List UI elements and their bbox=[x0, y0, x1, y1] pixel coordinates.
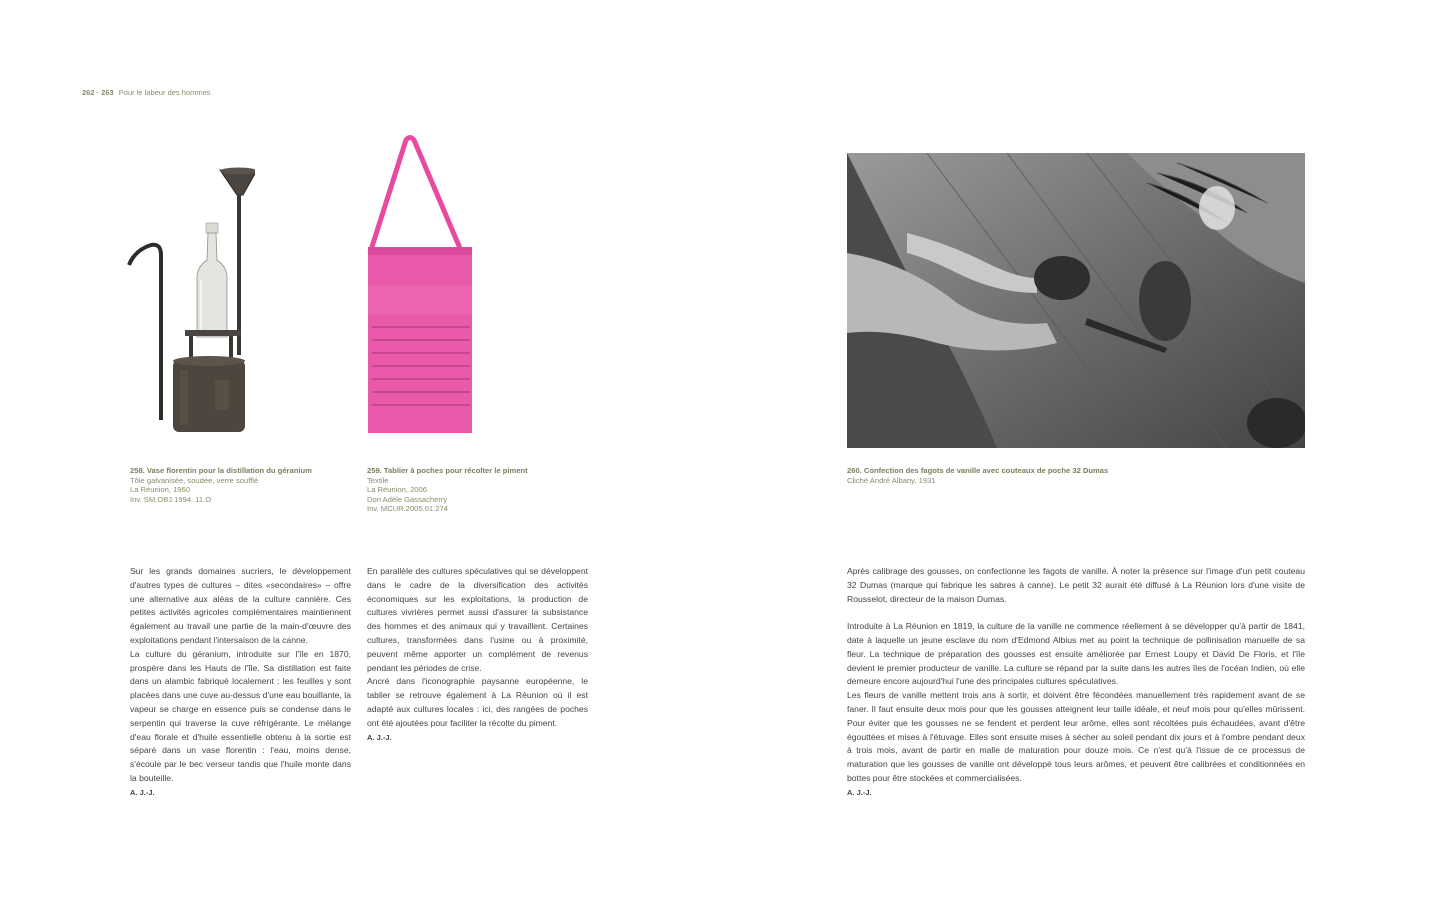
caption-line: La Réunion, 2006 bbox=[367, 485, 427, 495]
apron-image bbox=[362, 135, 477, 435]
vanilla-bundles-photo bbox=[847, 153, 1305, 448]
paragraph: En parallèle des cultures spéculatives qui se développent dans le cadre de la diversification des activités économiques sur les exploitations, la production de cultures vivrières permet aussi d'assurer la subsistance des hommes et des animaux qui y travaillent. Certaines cultures, transformées dans l'usine ou à proximité, peuvent même apporter un complément de revenus pendant les périodes de crise. bbox=[367, 566, 588, 673]
caption-fig-259 bbox=[367, 466, 597, 514]
author-signature: A. J.-J. bbox=[367, 732, 392, 742]
text-column-3 bbox=[847, 565, 1305, 800]
caption-line: Don Adèle Gassacherry bbox=[367, 494, 448, 504]
chapter-title: Pour le labeur des hommes bbox=[118, 88, 211, 97]
caption-title: 259. Tablier à poches pour récolter le piment bbox=[367, 466, 528, 475]
caption-title: 258. Vase florentin pour la distillation du géranium bbox=[130, 466, 312, 475]
caption-fig-260 bbox=[847, 466, 1247, 485]
caption-line: Tôle galvanisée, soudée, verre soufflé bbox=[130, 475, 259, 485]
page-numbers: 262 · 263 bbox=[82, 88, 114, 97]
florentine-vase-image bbox=[125, 165, 255, 435]
caption-line: La Réunion, 1960 bbox=[130, 485, 190, 495]
paragraph: Sur les grands domaines sucriers, le développement d'autres types de cultures – dites «secondaires» – offre une alternative aux aléas de la culture cannière. Ces petites activités agricoles complémentaires maintiennent également au travail une partie de la main-d'œuvre des exploitations pendant l'intersaison de la canne. bbox=[130, 566, 351, 645]
author-signature: A. J.-J. bbox=[847, 787, 872, 797]
paragraph: Après calibrage des gousses, on confectionne les fagots de vanille. À noter la présence sur l'image d'un petit couteau 32 Dumas (marque qui fabrique les sabres à canne). Le petit 32 aurait été diffusé à La Réunion lors d'une visite de Rousselot, directeur de la maison Dumas. bbox=[847, 566, 1305, 604]
caption-line: Inv. MCUR.2005.01.274 bbox=[367, 504, 448, 514]
paragraph: La culture du géranium, introduite sur l'île en 1870, prospère dans les Hauts de l'île. Sa distillation est faite dans un alambic fabriqué localement : les feuilles y sont placées dans une cuve au-dessus d'une eau bouillante, la vapeur se charge en essence puis se condense dans le serpentin qui traverse la cuve réfrigérante. Le mélange d'eau florale et d'huile essentielle obtenu à la sortie est séparé dans un vase florentin : l'eau, moins dense, s'écoule par le bec verseur tandis que l'huile monte dans la bouteille. bbox=[130, 648, 351, 783]
caption-line: Inv. SM.OBJ.1994. 11.O bbox=[130, 494, 212, 504]
paragraph: Ancré dans l'iconographie paysanne européenne, le tablier se retrouve également à La Réunion où il est adapté aux cultures locales : ici, des rangées de poches ont été ajoutées pour faciliter la récolte du piment. bbox=[367, 676, 588, 728]
running-head bbox=[82, 88, 211, 97]
caption-line: Cliché André Albany, 1931 bbox=[847, 475, 936, 485]
caption-fig-258 bbox=[130, 466, 360, 504]
caption-line: Textile bbox=[367, 475, 389, 485]
author-signature: A. J.-J. bbox=[130, 787, 155, 797]
text-column-2 bbox=[367, 565, 588, 744]
caption-title: 260. Confection des fagots de vanille avec couteaux de poche 32 Dumas bbox=[847, 466, 1109, 475]
paragraph: Introduite à La Réunion en 1819, la culture de la vanille ne commence réellement à se développer qu'à partir de 1841, date à laquelle un jeune esclave du nom d'Edmond Albius met au point la technique de pollinisation manuelle de sa fleur. La technique de préparation des gousses est ensuite améliorée par Ernest Loupy et David De Floris, et l'île devient le premier producteur de vanille. La culture se répand par la suite dans les autres îles de l'océan Indien, où elle demeure encore aujourd'hui l'une des principales cultures spéculatives. bbox=[847, 621, 1305, 687]
paragraph: Les fleurs de vanille mettent trois ans à sortir, et doivent être fécondées manuellement très rapidement avant de se faner. Il faut ensuite deux mois pour que les gousses atteignent leur taille idéale, et neuf mois pour qu'elles mûrissent. Pour éviter que les gousses ne se fendent et perdent leur arôme, elles sont récoltées puis échaudées, avant d'être égouttées et mises à l'étuvage. Elles sont ensuite mises à sécher au soleil pendant dix jours et à l'ombre pendant deux à trois mois, avant de partir en malle de maturation pour douze mois. Ce n'est qu'à l'issue de ce processus de maturation que les gousses de vanille ont développé tous leurs arômes, et peuvent être calibrées et conditionnées en bottes pour être stockées et commercialisées. bbox=[847, 690, 1305, 783]
text-column-1 bbox=[130, 565, 351, 800]
